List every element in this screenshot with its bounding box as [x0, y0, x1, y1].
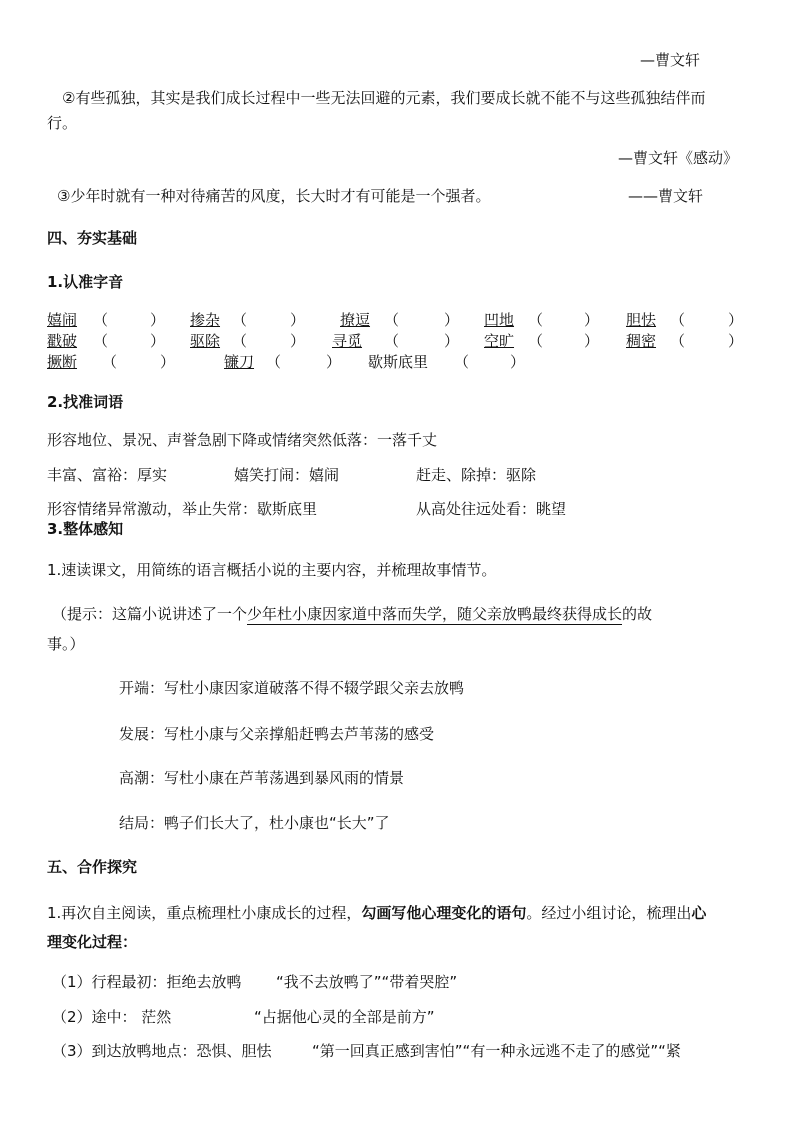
step-quote: “占据他心灵的全部是前方”: [254, 1008, 435, 1026]
paren-close: ）: [510, 353, 526, 371]
paren-open: （: [384, 311, 400, 329]
vocab-item: 形容情绪异常激动，举止失常：歇斯底里: [47, 500, 318, 518]
section5-title: 五、合作探究: [47, 858, 138, 876]
vocab-item: 从高处往远处看：眺望: [416, 500, 567, 518]
section5-task-line2: 理变化过程：: [47, 933, 138, 951]
pinyin-word: 戳破: [47, 332, 78, 350]
task1-text: 1.速读课文，用简练的语言概括小说的主要内容，并梳理故事情节。: [47, 561, 497, 579]
paren-close: ）: [444, 332, 460, 350]
step-label: （1）行程最初：拒绝去放鸭: [52, 973, 242, 991]
pinyin-word: 驱除: [190, 332, 221, 350]
hint-line2: 事。）: [47, 635, 85, 653]
plot-ending: 结局：鸭子们长大了，杜小康也“长大”了: [119, 814, 390, 832]
sub1-title: 1.认准字音: [47, 273, 124, 291]
pinyin-word: 凹地: [484, 311, 515, 329]
pinyin-word: 镰刀: [224, 353, 255, 371]
plot-development: 发展：写杜小康与父亲撑船赶鸭去芦苇荡的感受: [119, 725, 435, 743]
step-label: （2）途中： 茫然: [52, 1008, 172, 1026]
paren-open: （: [454, 353, 470, 371]
paren-open: （: [232, 311, 248, 329]
sub3-title: 3.整体感知: [47, 520, 124, 538]
pinyin-word: 掺杂: [190, 311, 221, 329]
paren-close: ）: [150, 332, 166, 350]
paren-open: （: [384, 332, 400, 350]
quote2-line1: ②有些孤独，其实是我们成长过程中一些无法回避的元素，我们要成长就不能不与这些孤独结伴而: [62, 89, 706, 107]
pinyin-word: 嬉闹: [47, 311, 78, 329]
paren-close: ）: [290, 311, 306, 329]
hint-line1: （提示：这篇小说讲述了一个少年杜小康因家道中落而失学，随父亲放鸭最终获得成长的故: [52, 605, 653, 623]
quote3-attribution: ——曹文轩: [628, 187, 704, 205]
section4-title: 四、夯实基础: [47, 229, 138, 247]
paren-close: ）: [290, 332, 306, 350]
paren-close: ）: [326, 353, 342, 371]
paren-open: （: [670, 332, 686, 350]
paren-close: ）: [584, 311, 600, 329]
section5-task-line1: 1.再次自主阅读，重点梳理杜小康成长的过程，勾画写他心理变化的语句。经过小组讨论，梳理出心: [47, 904, 707, 922]
paren-close: ）: [728, 332, 744, 350]
quote2-line2: 行。: [47, 114, 78, 132]
vocab-item: 嬉笑打闹：嬉闹: [234, 466, 340, 484]
vocab-item: 丰富、富裕：厚实: [47, 466, 168, 484]
step-quote: “我不去放鸭了”“带着哭腔”: [276, 973, 458, 991]
pinyin-word: 歇斯底里: [368, 353, 429, 371]
vocab-item: 赶走、除掉：驱除: [416, 466, 537, 484]
paren-open: （: [93, 332, 109, 350]
paren-close: ）: [444, 311, 460, 329]
sub2-title: 2.找准词语: [47, 393, 124, 411]
plot-climax: 高潮：写杜小康在芦苇荡遇到暴风雨的情景: [119, 769, 405, 787]
step-quote: “第一回真正感到害怕”“有一种永远逃不走了的感觉”“紧: [312, 1042, 681, 1060]
paren-open: （: [528, 332, 544, 350]
pinyin-word: 寻觅: [332, 332, 363, 350]
paren-open: （: [266, 353, 282, 371]
pinyin-word: 撩逗: [340, 311, 371, 329]
pinyin-word: 空旷: [484, 332, 515, 350]
pinyin-word: 胆怯: [626, 311, 657, 329]
pinyin-word: 稠密: [626, 332, 657, 350]
plot-opening: 开端：写杜小康因家道破落不得不辍学跟父亲去放鸭: [119, 679, 465, 697]
pinyin-word: 撅断: [47, 353, 78, 371]
paren-open: （: [670, 311, 686, 329]
paren-open: （: [102, 353, 118, 371]
quote3-text: ③少年时就有一种对待痛苦的风度，长大时才有可能是一个强者。: [57, 187, 491, 205]
step-label: （3）到达放鸭地点：恐惧、胆怯: [52, 1042, 272, 1060]
paren-close: ）: [160, 353, 176, 371]
quote1-attribution: —曹文轩: [640, 51, 701, 69]
paren-close: ）: [150, 311, 166, 329]
paren-open: （: [528, 311, 544, 329]
quote2-attribution: —曹文轩《感动》: [618, 149, 739, 167]
paren-open: （: [93, 311, 109, 329]
hint-answer-blank: 少年杜小康因家道中落而失学，随父亲放鸭最终获得成长: [247, 605, 623, 623]
paren-close: ）: [584, 332, 600, 350]
paren-open: （: [232, 332, 248, 350]
vocab-line: 形容地位、景况、声誉急剧下降或情绪突然低落：一落千丈: [47, 431, 438, 449]
paren-close: ）: [728, 311, 744, 329]
